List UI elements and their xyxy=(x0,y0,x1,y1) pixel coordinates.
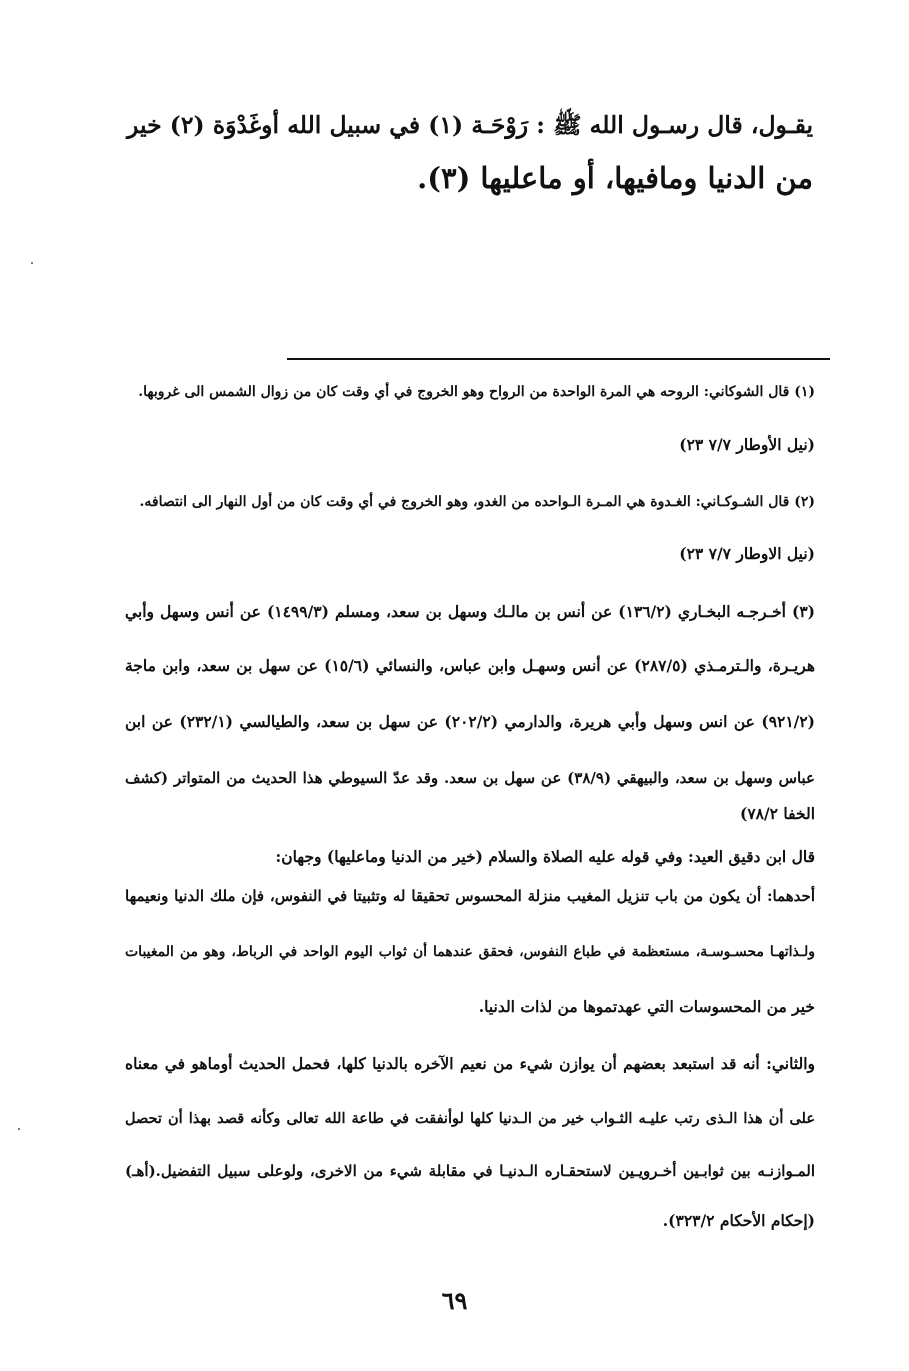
commentary-citation: (إحكام الأحكام ٣٢٣/٢). xyxy=(662,1211,815,1230)
scan-speck xyxy=(18,1128,20,1130)
footnote-2-line-1: (٢) قال الشـوكـاني: الغـدوة هي المـرة الـواحده من الغدو، وهو الخروج في أي وقت كان من أول النهار الى انتصافه. xyxy=(139,494,815,510)
commentary-line-1: أحدهما: أن يكون من باب تنزيل المغيب منزلة المحسوس تحقيقا له وتثبيتا في النفوس، فإن ملك الدنيا ونعيمها xyxy=(125,887,815,905)
footnote-3-line-5: الخفا ٧٨/٢) xyxy=(740,804,815,823)
footnote-1-line-1: (١) قال الشوكاني: الروحه هي المرة الواحدة من الرواح وهو الخروج في أي وقت كان من زوال الشمس الى غروبها. xyxy=(138,384,815,400)
commentary-line-6: المـوازنـه بين ثوابـين أخـرويـين لاستحقـاره الـدنيـا في مقابلة شيء من الاخرى، ولوعلى سبيل التفضيل.(أهـ) xyxy=(125,1162,815,1180)
footnote-3-line-2: هريـرة، والـترمـذي (٢٨٧/٥) عن أنس وسهـل وابن عباس، والنسائي (١٥/٦) عن سهل بن سعد، وابن ماجة xyxy=(125,656,815,675)
commentary-line-3: خير من المحسوسات التي عهدتموها من لذات الدنيا. xyxy=(478,997,815,1016)
footnote-3-line-3: (٩٢١/٢) عن انس وسهل وأبي هريرة، والدارمي (٢٠٢/٢) عن سهل بن سعد، والطيالسي (٢٣٢/١) عن ابن xyxy=(125,712,815,731)
main-text-line-2: من الدنيا ومافيها، أو ماعليها (٣). xyxy=(417,161,813,195)
footnote-3-line-1: (٣) أخـرجـه البخـاري (١٣٦/٢) عن أنس بن مالـك وسهل بن سعد، ومسلم (١٤٩٩/٣) عن أنس وسهل وأبي xyxy=(125,602,815,621)
footnote-separator xyxy=(287,358,830,360)
footnote-2-citation: (نيل الاوطار ٧/٧ ٢٣) xyxy=(679,544,815,563)
scan-speck xyxy=(31,262,33,264)
commentary-line-4: والثاني: أنه قد استبعد بعضهم أن يوازن شيء من نعيم الآخره بالدنيا كلها، فحمل الحديث أوماهو في معناه xyxy=(125,1054,815,1073)
footnote-3-line-4: عباس وسهل بن سعد، والبيهقي (٣٨/٩) عن سهل بن سعد. وقد عدّ السيوطي هذا الحديث من المتواتر (كشف xyxy=(125,769,815,787)
footnote-1-citation: (نيل الأوطار ٧/٧ ٢٣) xyxy=(679,435,815,454)
commentary-line-2: ولـذاتهـا محسـوسـة، مستعظمة في طباع النفوس، فحقق عندهما أن ثواب اليوم الواحد في الرباط، وهو من المغيبات xyxy=(125,944,815,960)
page-number: ٦٩ xyxy=(441,1286,468,1315)
commentary-line-5: على أن هذا الـذى رتب عليـه الثـواب خير من الـدنيا كلها لوأنفقت في طاعة الله تعالى وكأنه قصد بهذا أن تحصل xyxy=(125,1110,815,1127)
main-text-line-1: يقـول، قال رسـول الله ﷺ : رَوْحَـة (١) في سبيل الله أوغَدْوَة (٢) خير xyxy=(127,111,813,139)
commentary-heading: قال ابن دقيق العيد: وفي قوله عليه الصلاة والسلام (خير من الدنيا وماعليها) وجهان: xyxy=(275,847,815,866)
